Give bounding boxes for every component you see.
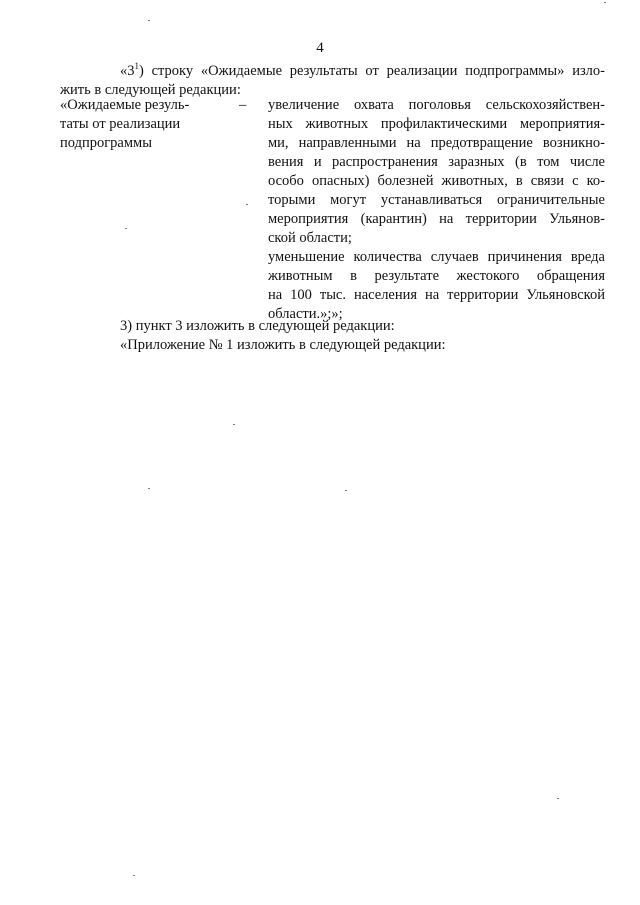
- right-col-line: уменьшение количества случаев причинения вреда: [268, 249, 605, 265]
- right-col-line: мероприятия (карантин) на территории Ульянов-: [268, 211, 605, 227]
- left-col-line: таты от реализации: [60, 116, 181, 132]
- scan-speck: [233, 424, 235, 425]
- left-col-line: подпрограммы: [60, 135, 152, 151]
- appendix-line: «Приложение № 1 изложить в следующей редакции:: [120, 337, 446, 353]
- right-col-line: особо опасных) болезней животных, в связи с ко-: [268, 173, 605, 189]
- left-col-line: «Ожидаемые резуль-: [60, 97, 190, 113]
- intro-line-1: [60, 62, 605, 81]
- intro-line-2: жить в следующей редакции:: [60, 82, 241, 98]
- left-column: [60, 96, 265, 153]
- right-col-line: ных животных профилактическими мероприятия-: [268, 116, 605, 132]
- right-col-line: области.»;»;: [268, 306, 343, 322]
- point3-line: 3) пункт 3 изложить в следующей редакции:: [120, 318, 395, 334]
- scan-speck: [246, 204, 248, 205]
- scan-speck: [345, 490, 347, 491]
- column-dash: –: [239, 97, 247, 113]
- scan-speck: [125, 228, 127, 229]
- scan-speck: [148, 488, 150, 489]
- scan-speck: [604, 2, 606, 3]
- right-col-line: ской области;: [268, 230, 352, 246]
- appendix-paragraph: [60, 336, 605, 355]
- right-col-line: увеличение охвата поголовья сельскохозяйствен-: [268, 97, 605, 113]
- intro-prefix: «3: [120, 63, 135, 79]
- point3-paragraph: [60, 317, 605, 336]
- intro-superscript: 1: [134, 61, 139, 72]
- right-column: [268, 96, 605, 324]
- scan-speck: [133, 875, 135, 876]
- intro-paragraph: [60, 62, 605, 100]
- scan-speck: [557, 798, 559, 799]
- scan-speck: [148, 20, 150, 21]
- right-col-line: вения и распространения заразных (в том числе: [268, 154, 605, 170]
- right-col-line: торыми могут устанавливаться ограничительные: [268, 192, 605, 208]
- intro-line1-rest: ) строку «Ожидаемые результаты от реализации подпрограммы» изло-: [139, 63, 605, 79]
- page-number: 4: [316, 40, 324, 56]
- right-col-line: животным в результате жестокого обращения: [268, 268, 605, 284]
- right-col-line: ми, направленными на предотвращение возникно-: [268, 135, 605, 151]
- right-col-line: на 100 тыс. населения на территории Ульяновской: [268, 287, 605, 303]
